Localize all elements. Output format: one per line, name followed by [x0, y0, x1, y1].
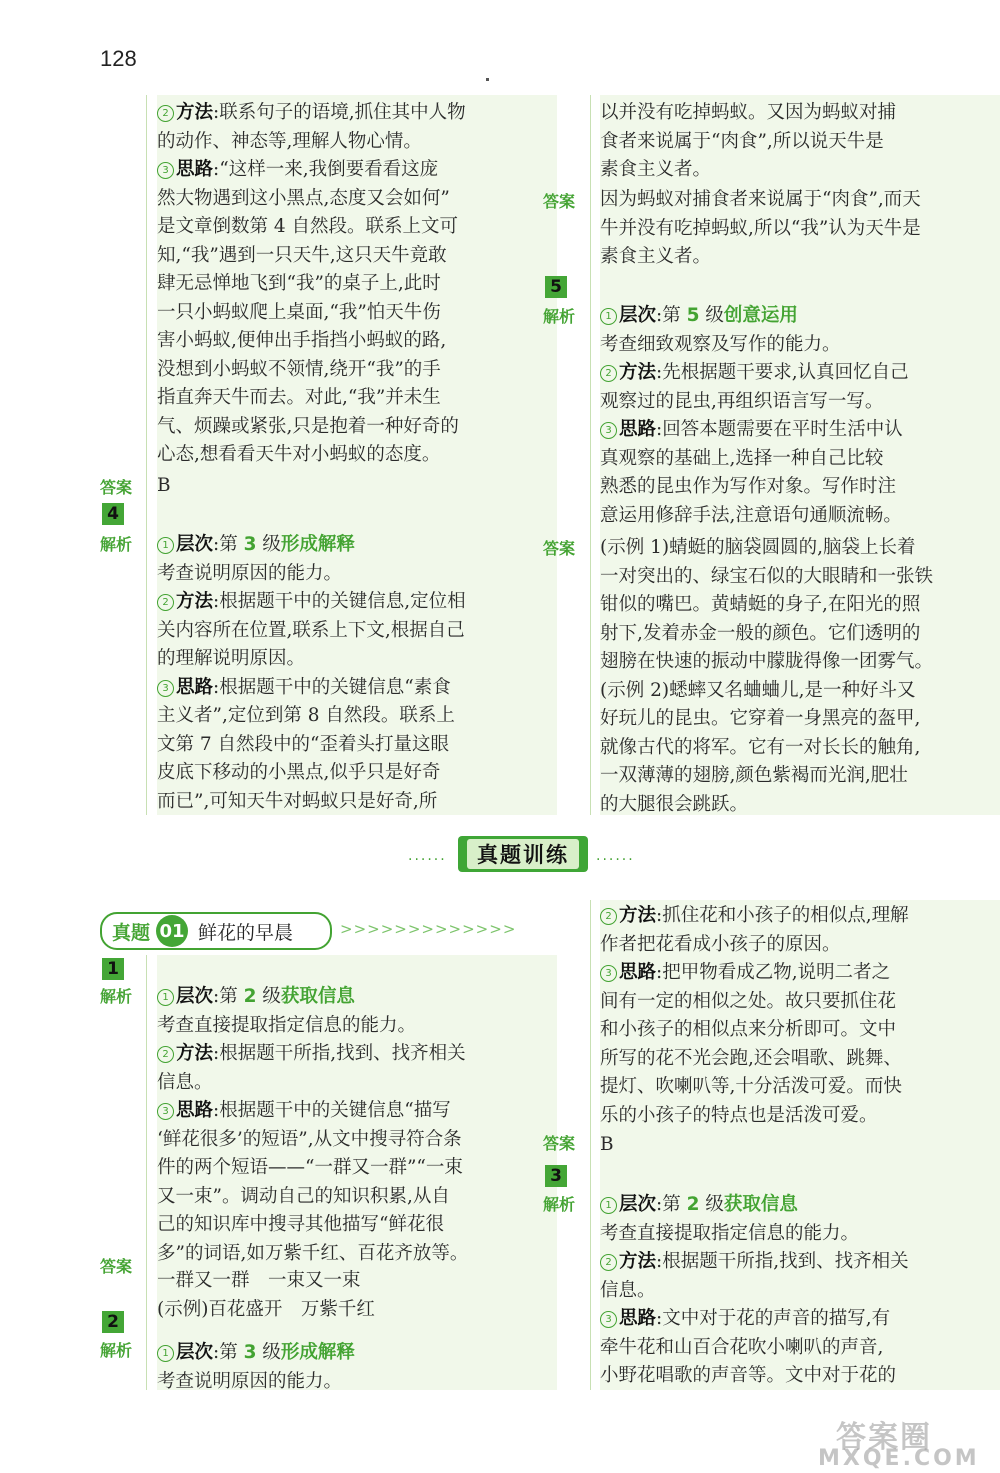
- q4-analysis: [157, 531, 557, 816]
- level-type: 形成解释: [280, 534, 355, 555]
- circle-number: 1: [157, 1345, 174, 1362]
- exam-chevrons: >>>>>>>>>>>>>: [340, 920, 517, 938]
- text-line: 气、烦躁或紧张,只是抱着一种好奇的: [157, 415, 459, 437]
- text-fragment: 小野花唱歌的声音等。文中对于花的: [600, 1365, 897, 1386]
- text-fragment: 思路: [176, 676, 214, 698]
- answer-label: 答案: [543, 192, 576, 211]
- text-fragment: [157, 983, 557, 1012]
- text-fragment: 好玩儿的昆虫。它穿着一身黑亮的盔甲,: [600, 708, 921, 729]
- bottom-left-column: [157, 955, 557, 1390]
- circle-number: 2: [600, 365, 617, 382]
- text-fragment: ‘鲜花很多’的短语”,从文中搜寻符合条: [157, 1128, 462, 1150]
- q1-analysis: [157, 983, 557, 1268]
- circle-number: 2: [157, 594, 174, 611]
- text-fragment: :第: [656, 1194, 687, 1215]
- text-fragment: 素食主义者。: [600, 159, 712, 180]
- text-fragment: 方法: [619, 362, 657, 383]
- text-fragment: 级: [256, 1342, 281, 1363]
- keyword: 方法: [176, 102, 214, 123]
- circle-number: 2: [600, 908, 617, 925]
- text-fragment: :第: [213, 986, 244, 1007]
- text-fragment: 层次: [176, 986, 214, 1007]
- text-fragment: :第: [213, 1342, 244, 1363]
- text-fragment: :根据题干中的关键信息,定位相: [213, 591, 466, 612]
- circle-number: 3: [600, 1311, 617, 1328]
- text-fragment: :回答本题需要在平时生活中认: [656, 419, 903, 440]
- text-fragment: 的大腿很会跳跃。: [600, 793, 749, 815]
- text-fragment: [157, 531, 557, 560]
- text-fragment: [600, 359, 1000, 388]
- text-fragment: 思路: [619, 1308, 657, 1329]
- q1-answer: [157, 1267, 557, 1324]
- text-fragment: 考查直接提取指定信息的能力。: [600, 1222, 860, 1244]
- question-number-4: 4: [102, 503, 124, 525]
- answer-label: 答案: [543, 539, 576, 558]
- text-fragment: 乐的小孩子的特点也是活泼可爱。: [600, 1104, 878, 1126]
- text-fragment: 的理解说明原因。: [157, 648, 306, 669]
- q5-answer: [600, 534, 1000, 819]
- bottom-right-column: [600, 900, 1000, 1390]
- analysis-label: 解析: [100, 1341, 133, 1360]
- text-fragment: 思路: [176, 1100, 214, 1121]
- level-number: 3: [243, 1342, 257, 1363]
- exam-header: [100, 912, 332, 950]
- text-fragment: 考查说明原因的能力。: [157, 562, 343, 584]
- text-fragment: :根据题干中的关键信息“素食: [213, 676, 451, 698]
- text-fragment: 观察过的昆虫,再组织语言写一写。: [600, 390, 884, 412]
- text-fragment: 件的两个短语——“一群又一群”“一束: [157, 1157, 463, 1178]
- text-fragment: 考查直接提取指定信息的能力。: [157, 1014, 417, 1036]
- text-fragment: :“这样一来,我倒要看看这庞: [213, 159, 439, 180]
- left-column-rule-bottom: [146, 955, 147, 1390]
- text-fragment: 又一束”。调动自己的知识积累,从自: [157, 1185, 450, 1207]
- text-fragment: 方法: [619, 905, 657, 926]
- text-fragment: 翅膀在快速的振动中朦胧得像一团雾气。: [600, 651, 934, 672]
- text-fragment: [157, 1040, 557, 1069]
- text-fragment: 关内容所在位置,联系上下文,根据自己: [157, 619, 465, 641]
- text-line: 没想到小蚂蚁不领情,绕开“我”的手: [157, 358, 441, 380]
- text-fragment: 牛并没有吃掉蚂蚁,所以“我”认为天牛是: [600, 217, 921, 239]
- section-title-box: [458, 836, 588, 872]
- text-line: 是文章倒数第 4 自然段。联系上文可: [157, 216, 459, 237]
- text-fragment: 多”的词语,如万紫千红、百花齐放等。: [157, 1242, 469, 1264]
- circle-number: 1: [600, 1197, 617, 1214]
- level-type: 创意运用: [723, 305, 798, 326]
- page-number: 128: [100, 46, 137, 71]
- q2-answer: [600, 1131, 1000, 1160]
- text-fragment: [600, 302, 1000, 331]
- circle-number: 1: [600, 308, 617, 325]
- text-fragment: 提灯、吹喇叭等,十分活泼可爱。而快: [600, 1076, 902, 1097]
- text-fragment: 信息。: [157, 1071, 213, 1093]
- answer-label: 答案: [543, 1134, 576, 1153]
- top-right-column: [600, 95, 1000, 815]
- watermark-url: MXQE.COM: [818, 1446, 980, 1471]
- text-line: 心态,想看看天牛对小蚂蚁的态度。: [157, 444, 441, 465]
- text-line: 的动作、神态等,理解人物心情。: [157, 130, 422, 152]
- text-fragment: :把甲物看成乙物,说明二者之: [656, 962, 891, 983]
- text-fragment: 间有一定的相似之处。故只要抓住花: [600, 990, 897, 1012]
- text-fragment: B: [600, 1134, 614, 1155]
- text-fragment: :抓住花和小孩子的相似点,理解: [656, 905, 909, 926]
- level-number: 3: [243, 534, 257, 555]
- level-number: 2: [686, 1194, 700, 1215]
- section-dots-left: ......: [408, 848, 447, 864]
- circle-number: 2: [157, 105, 174, 122]
- text-fragment: 射下,发着赤金一般的颜色。它们透明的: [600, 622, 921, 644]
- text-fragment: 主义者”,定位到第 8 自然段。联系上: [157, 705, 455, 726]
- text-fragment: 考查细致观察及写作的能力。: [600, 333, 841, 355]
- text-fragment: :根据题干中的关键信息“描写: [213, 1100, 451, 1121]
- text-fragment: [157, 1097, 557, 1126]
- text-line: 指直奔天牛而去。对此,“我”并未生: [157, 387, 441, 408]
- q2-analysis-continued: [600, 902, 1000, 1130]
- text-fragment: [600, 416, 1000, 445]
- text-fragment: 方法: [619, 1251, 657, 1272]
- text-fragment: 层次: [176, 1342, 214, 1363]
- text-fragment: [600, 1248, 1000, 1277]
- text-fragment: [600, 959, 1000, 988]
- text-fragment: 层次: [176, 534, 214, 555]
- watermark-text: 答案圈: [836, 1420, 932, 1455]
- text-fragment: (示例)百花盛开 万紫千红: [157, 1298, 375, 1320]
- top-left-answer: [157, 472, 557, 501]
- circle-number: 1: [157, 537, 174, 554]
- circle-number: 1: [157, 989, 174, 1006]
- analysis-label: 解析: [100, 535, 133, 554]
- text-fragment: :第: [213, 534, 244, 555]
- level-type: 获取信息: [280, 986, 355, 1007]
- watermark-logo: [810, 1412, 1000, 1473]
- text-fragment: :第: [656, 305, 687, 326]
- print-mark: [486, 78, 489, 81]
- circle-number: 3: [157, 1103, 174, 1120]
- text-fragment: :先根据题干要求,认真回忆自己: [656, 362, 909, 383]
- text-fragment: 文第 7 自然段中的“歪着头打量这眼: [157, 733, 449, 755]
- text-fragment: 和小孩子的相似点来分析即可。文中: [600, 1019, 897, 1040]
- q4-answer: [600, 186, 1000, 272]
- text-fragment: 作者把花看成小孩子的原因。: [600, 933, 841, 955]
- circle-number: 3: [157, 162, 174, 179]
- exam-number: 01: [156, 915, 188, 947]
- question-number-1: 1: [102, 958, 124, 980]
- text-fragment: :根据题干所指,找到、找齐相关: [213, 1043, 466, 1064]
- text-fragment: 考查说明原因的能力。: [157, 1370, 343, 1392]
- q5-analysis: [600, 302, 1000, 530]
- answer-label: 答案: [100, 1257, 133, 1276]
- text-fragment: 一双薄薄的翅膀,颜色紫褐而光润,肥壮: [600, 765, 908, 786]
- text-fragment: 级: [699, 305, 724, 326]
- text-line: 知,“我”遇到一只天牛,这只天牛竟敢: [157, 244, 447, 266]
- text-line: [157, 156, 557, 185]
- question-number-3: 3: [545, 1165, 567, 1187]
- text-fragment: 己的知识库中搜寻其他描写“鲜花很: [157, 1214, 444, 1235]
- text-fragment: 钳似的嘴巴。黄蜻蜓的身子,在阳光的照: [600, 594, 921, 615]
- text-fragment: 级: [699, 1194, 724, 1215]
- q2-analysis: [157, 1339, 557, 1396]
- text-fragment: [600, 1305, 1000, 1334]
- text-fragment: 一群又一群 一束又一束: [157, 1270, 361, 1291]
- circle-number: 3: [600, 422, 617, 439]
- text-fragment: (示例 1)蜻蜓的脑袋圆圆的,脑袋上长着: [600, 537, 916, 558]
- level-type: 形成解释: [280, 1342, 355, 1363]
- level-type: 获取信息: [723, 1194, 798, 1215]
- text-fragment: 就像古代的将军。它有一对长长的触角,: [600, 736, 921, 758]
- section-dots-right: ......: [596, 848, 635, 864]
- answer-label: 答案: [100, 478, 133, 497]
- circle-number: 3: [157, 680, 174, 697]
- level-number: 2: [243, 986, 257, 1007]
- text-fragment: 以并没有吃掉蚂蚁。又因为蚂蚁对捕: [600, 102, 897, 123]
- exam-tag: 真题: [112, 921, 151, 944]
- question-number-5: 5: [545, 276, 567, 298]
- text-fragment: :根据题干所指,找到、找齐相关: [656, 1251, 909, 1272]
- text-fragment: 素食主义者。: [600, 246, 712, 267]
- text-fragment: [157, 588, 557, 617]
- text-fragment: [157, 674, 557, 703]
- top-right-continued-analysis: [600, 99, 1000, 185]
- text-fragment: 信息。: [600, 1279, 656, 1301]
- text-fragment: 熟悉的昆虫作为写作对象。写作时注: [600, 476, 897, 497]
- question-number-2: 2: [102, 1311, 124, 1333]
- text-fragment: 皮底下移动的小黑点,似乎只是好奇: [157, 762, 441, 783]
- text-fragment: 所写的花不光会跑,还会唱歌、跳舞、: [600, 1047, 902, 1069]
- text-line: [157, 99, 557, 128]
- analysis-label: 解析: [100, 987, 133, 1006]
- text-fragment: 方法: [176, 1043, 214, 1064]
- analysis-label: 解析: [543, 307, 576, 326]
- text-fragment: :联系句子的语境,抓住其中人物: [213, 102, 466, 123]
- keyword: 思路: [176, 159, 214, 180]
- text-fragment: :文中对于花的声音的描写,有: [656, 1308, 891, 1329]
- text-fragment: 牵牛花和山百合花吹小喇叭的声音,: [600, 1336, 884, 1358]
- text-fragment: 思路: [619, 419, 657, 440]
- text-line: 然大物遇到这小黑点,态度又会如何”: [157, 187, 450, 209]
- text-fragment: 思路: [619, 962, 657, 983]
- text-fragment: 食者来说属于“肉食”,所以说天牛是: [600, 130, 884, 152]
- text-fragment: 级: [256, 986, 281, 1007]
- text-fragment: (示例 2)蟋蟀又名蛐蛐儿,是一种好斗又: [600, 679, 916, 701]
- analysis-label: 解析: [543, 1195, 576, 1214]
- circle-number: 2: [157, 1046, 174, 1063]
- text-fragment: 层次: [619, 1194, 657, 1215]
- answer-value: B: [157, 475, 171, 496]
- level-number: 5: [686, 305, 700, 326]
- text-fragment: 一对突出的、绿宝石似的大眼睛和一张铁: [600, 565, 934, 587]
- text-fragment: [157, 1339, 557, 1368]
- text-fragment: 级: [256, 534, 281, 555]
- left-column-rule: [146, 95, 147, 815]
- text-fragment: 层次: [619, 305, 657, 326]
- exam-title: 鲜花的早晨: [198, 921, 294, 944]
- top-left-continued-analysis: [157, 99, 557, 470]
- q3-analysis: [600, 1191, 1000, 1391]
- text-fragment: 真观察的基础上,选择一种自己比较: [600, 447, 884, 469]
- text-line: 肆无忌惮地飞到“我”的桌子上,此时: [157, 273, 441, 294]
- circle-number: 3: [600, 965, 617, 982]
- text-line: 害小蚂蚁,便伸出手指挡小蚂蚁的路,: [157, 330, 447, 351]
- text-fragment: [600, 902, 1000, 931]
- text-fragment: 方法: [176, 591, 214, 612]
- section-title: 真题训练: [467, 839, 579, 869]
- text-line: 一只小蚂蚁爬上桌面,“我”怕天牛伤: [157, 301, 441, 323]
- top-left-column: [157, 95, 557, 815]
- circle-number: 2: [600, 1254, 617, 1271]
- text-fragment: 意运用修辞手法,注意语句通顺流畅。: [600, 504, 902, 526]
- text-fragment: 而已”,可知天牛对蚂蚁只是好奇,所: [157, 790, 438, 812]
- text-fragment: [600, 1191, 1000, 1220]
- text-fragment: 因为蚂蚁对捕食者来说属于“肉食”,而天: [600, 189, 921, 210]
